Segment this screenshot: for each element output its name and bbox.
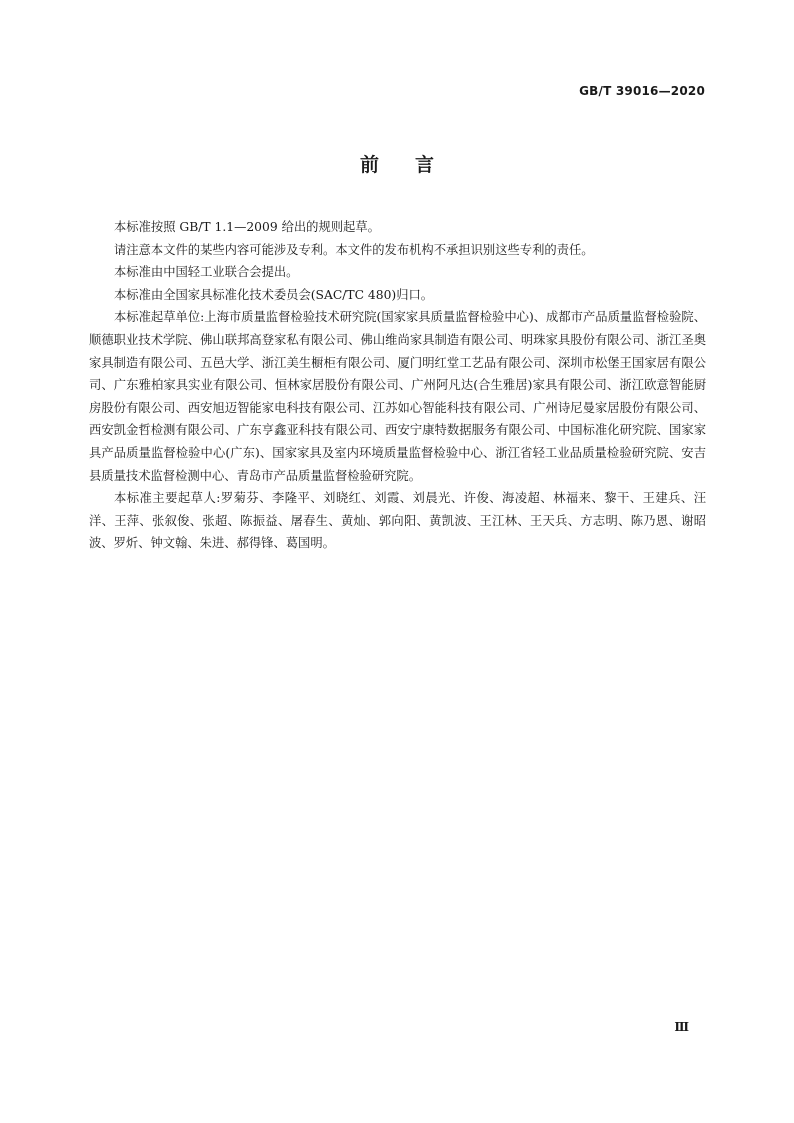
paragraph-drafting-rules: 本标准按照 GB/T 1.1—2009 给出的规则起草。 — [114, 220, 380, 234]
paragraph-committee: 本标准由全国家具标准化技术委员会(SAC/TC 480)归口。 — [114, 287, 434, 302]
paragraph-proposer: 本标准由中国轻工业联合会提出。 — [114, 265, 299, 280]
page-title: 前言 — [359, 154, 470, 176]
paragraph-drafting-units: 本标准起草单位:上海市质量监督检验技术研究院(国家家具质量监督检验中心)、成都市产品质量监督检验院、顺德职业技术学院、佛山联邦高登家私有限公司、佛山维尚家具制造有限公司、明珠家具股份有限公司、浙江圣奥家具制造有限公司、五邑大学、浙江美生橱柜有限公司、厦门明红堂工艺品有限公司、深圳市松堡王国家居有限公司、广东雅柏家具实业有限公司、恒林家居股份有限公司、广州阿凡达(合生雅居)家具有限公司、浙江欧意智能厨房股份有限公司、西安旭迈智能家电科技有限公司、江苏如心智能科技有限公司、广州诗尼曼家居股份有限公司、西安凯金哲检测有限公司、广东亨鑫亚科技有限公司、西安宁康特数据服务有限公司、中国标准化研究院、国家家具产品质量监督检验中心(广东)、国家家具及室内环境质量监督检验中心、浙江省轻工业品质量检验研究院、安吉县质量技术监督检测中心、青岛市产品质量监督检验研究院。 — [89, 310, 706, 483]
paragraph-patent-notice: 请注意本文件的某些内容可能涉及专利。本文件的发布机构不承担识别这些专利的责任。 — [114, 242, 594, 257]
standard-number: GB/T 39016—2020 — [579, 84, 705, 98]
page-number: Ⅲ — [674, 1020, 688, 1034]
paragraph-drafters: 本标准主要起草人:罗菊芬、李隆平、刘晓红、刘霞、刘晨光、许俊、海凌超、林福来、黎干、王建兵、汪洋、王萍、张叙俊、张超、陈振益、屠春生、黄灿、郭向阳、黄凯波、王江林、王天兵、方志明、陈乃恩、谢昭波、罗炘、钟文翰、朱进、郝得锋、葛国明。 — [89, 491, 706, 551]
document-body — [89, 216, 706, 555]
